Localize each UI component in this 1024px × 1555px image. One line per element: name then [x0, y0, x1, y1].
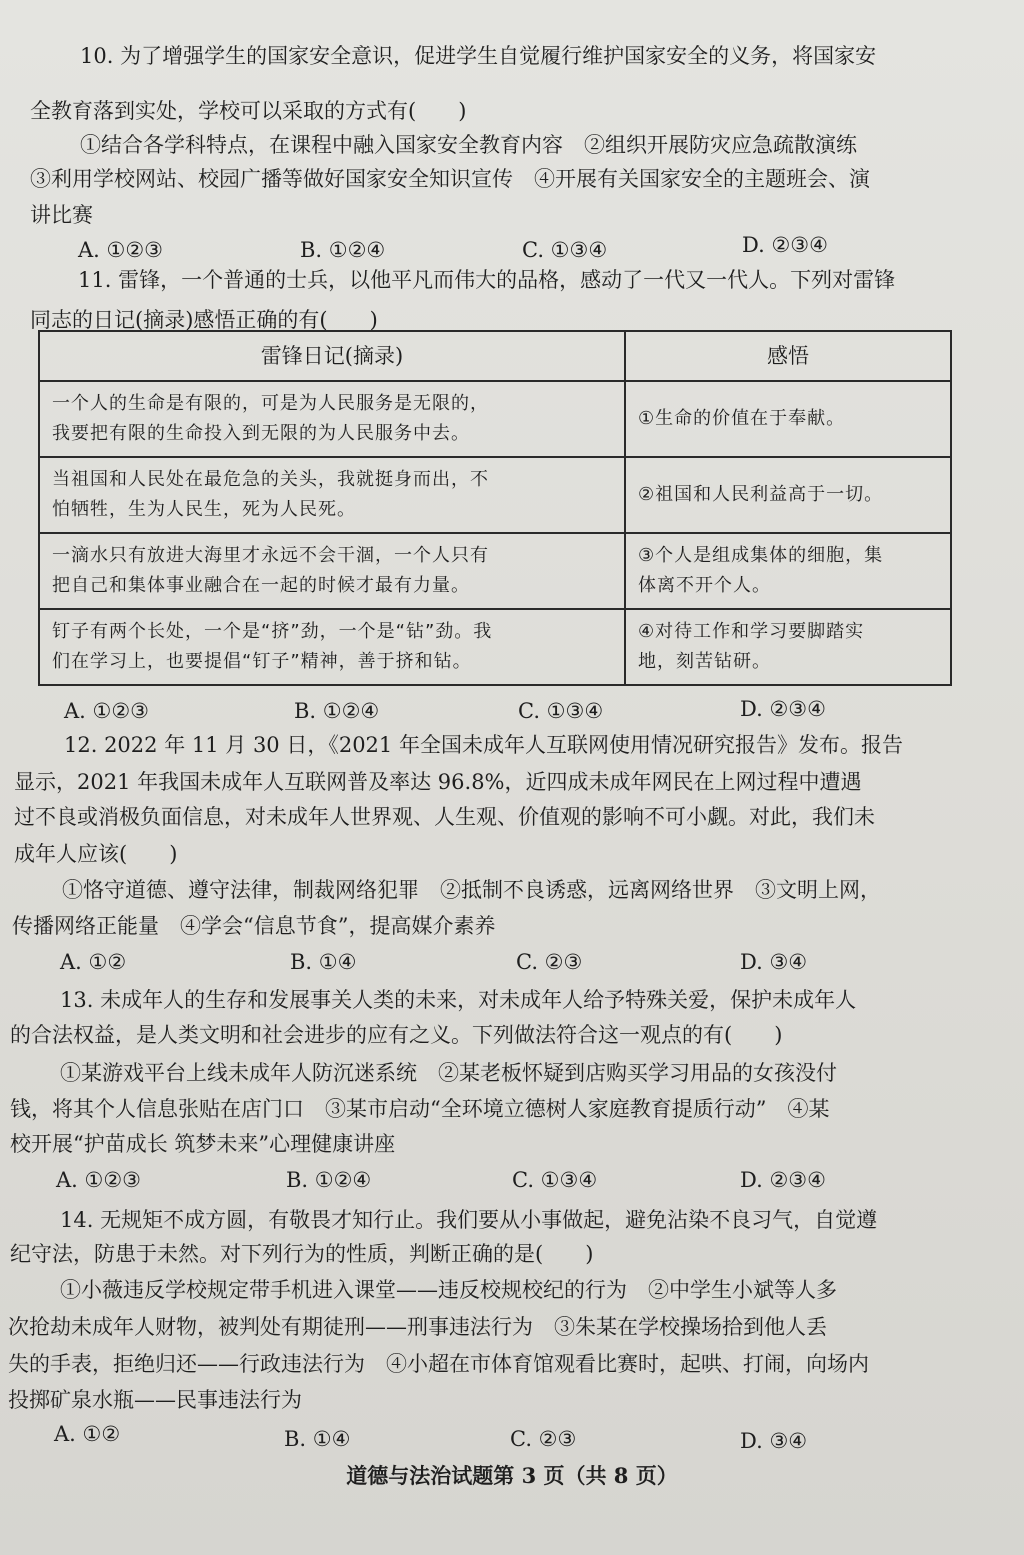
q11-stem-line-2: 同志的日记(摘录)感悟正确的有( ) [30, 308, 378, 332]
q12-option-d: D. ③④ [740, 950, 808, 974]
table-header-insight: 感悟 [625, 331, 951, 381]
table-row [39, 457, 951, 533]
diary-text-line: 我要把有限的生命投入到无限的为人民服务中去。 [52, 423, 470, 444]
diary-text-line: 钉子有两个长处，一个是“挤”劲，一个是“钻”劲。我 [52, 621, 493, 642]
insight-text-line: ②祖国和人民利益高于一切。 [638, 484, 884, 505]
q10-items-line-2: ③利用学校网站、校园广播等做好国家安全知识宣传 ④开展有关国家安全的主题班会、演 [30, 167, 870, 191]
q12-stem-line-1: 12. 2022 年 11 月 30 日，《2021 年全国未成年人互联网使用情况研究报告》发布。报告 [64, 733, 903, 757]
q14-items-line-1: ①小薇违反学校规定带手机进入课堂——违反校规校纪的行为 ②中学生小斌等人多 [60, 1278, 837, 1302]
q11-option-a: A. ①②③ [64, 699, 149, 723]
q14-option-b: B. ①④ [284, 1427, 351, 1451]
q14-option-c: C. ②③ [510, 1427, 577, 1451]
q14-items-line-4: 投掷矿泉水瓶——民事违法行为 [8, 1388, 302, 1412]
q14-items-line-3: 失的手表，拒绝归还——行政违法行为 ④小超在市体育馆观看比赛时，起哄、打闹，向场内 [8, 1352, 869, 1376]
q12-option-a: A. ①② [60, 950, 127, 974]
q14-option-d: D. ③④ [740, 1429, 808, 1453]
q12-option-c: C. ②③ [516, 950, 583, 974]
insight-text-line: ③个人是组成集体的细胞，集 [638, 545, 884, 566]
q12-items-line-1: ①恪守道德、遵守法律，制裁网络犯罪 ②抵制不良诱惑，远离网络世界 ③文明上网， [62, 878, 881, 902]
q13-items-line-2: 钱，将其个人信息张贴在店门口 ③某市启动“全环境立德树人家庭教育提质行动” ④某 [10, 1097, 830, 1121]
page-footer: 道德与法治试题第 3 页（共 8 页） [346, 1463, 678, 1488]
q10-option-a: A. ①②③ [78, 238, 163, 262]
q10-option-d: D. ②③④ [742, 233, 828, 257]
q10-stem-line-1: 10. 为了增强学生的国家安全意识，促进学生自觉履行维护国家安全的义务，将国家安 [80, 44, 877, 68]
table-row [39, 381, 951, 457]
q14-items-line-2: 次抢劫未成年人财物，被判处有期徒刑——刑事违法行为 ③朱某在学校操场拾到他人丢 [8, 1315, 827, 1339]
q13-option-a: A. ①②③ [56, 1168, 141, 1192]
q14-stem-line-1: 14. 无规矩不成方圆，有敬畏才知行止。我们要从小事做起，避免沾染不良习气，自觉遵 [60, 1208, 878, 1232]
insight-cell [625, 457, 951, 533]
insight-cell [625, 533, 951, 609]
q12-stem-line-3: 过不良或消极负面信息，对未成年人世界观、人生观、价值观的影响不可小觑。对此，我们未 [14, 805, 875, 829]
q11-stem-line-1: 11. 雷锋，一个普通的士兵，以他平凡而伟大的品格，感动了一代又一代人。下列对雷锋 [78, 268, 896, 292]
leifeng-diary-table [38, 330, 952, 686]
insight-cell [625, 381, 951, 457]
q10-items-line-3: 讲比赛 [30, 203, 93, 227]
q12-option-b: B. ①④ [290, 950, 357, 974]
q13-items-line-3: 校开展“护苗成长 筑梦未来”心理健康讲座 [10, 1132, 396, 1156]
q13-option-c: C. ①③④ [512, 1168, 598, 1192]
q11-option-c: C. ①③④ [518, 699, 604, 723]
insight-text-line: 体离不开个人。 [638, 575, 771, 596]
q10-stem-line-2: 全教育落到实处，学校可以采取的方式有( ) [30, 99, 467, 123]
insight-cell [625, 609, 951, 685]
q14-option-a: A. ①② [54, 1422, 121, 1446]
q12-stem-line-2: 显示，2021 年我国未成年人互联网普及率达 96.8%，近四成未成年网民在上网过程中遭遇 [14, 770, 862, 794]
table-row [39, 533, 951, 609]
q13-items-line-1: ①某游戏平台上线未成年人防沉迷系统 ②某老板怀疑到店购买学习用品的女孩没付 [60, 1061, 837, 1085]
q11-option-d: D. ②③④ [740, 697, 826, 721]
diary-cell [39, 457, 625, 533]
table-row [39, 609, 951, 685]
q13-stem-line-2: 的合法权益，是人类文明和社会进步的应有之义。下列做法符合这一观点的有( ) [10, 1023, 783, 1047]
q13-stem-line-1: 13. 未成年人的生存和发展事关人类的未来，对未成年人给予特殊关爱，保护未成年人 [60, 988, 857, 1012]
q13-option-b: B. ①②④ [286, 1168, 372, 1192]
q10-option-b: B. ①②④ [300, 238, 386, 262]
diary-text-line: 一个人的生命是有限的，可是为人民服务是无限的， [52, 393, 489, 414]
q12-items-line-2: 传播网络正能量 ④学会“信息节食”，提高媒介素养 [12, 914, 496, 938]
q11-option-b: B. ①②④ [294, 699, 380, 723]
table-header-diary: 雷锋日记(摘录) [39, 331, 625, 381]
diary-cell [39, 381, 625, 457]
table-header-row [39, 331, 951, 381]
diary-text-line: 当祖国和人民处在最危急的关头，我就挺身而出，不 [52, 469, 489, 490]
diary-text-line: 把自己和集体事业融合在一起的时候才最有力量。 [52, 575, 470, 596]
diary-text-line: 一滴水只有放进大海里才永远不会干涸，一个人只有 [52, 545, 489, 566]
diary-cell [39, 533, 625, 609]
insight-text-line: ④对待工作和学习要脚踏实 [638, 621, 865, 642]
q10-option-c: C. ①③④ [522, 238, 608, 262]
q10-items-line-1: ①结合各学科特点，在课程中融入国家安全教育内容 ②组织开展防灾应急疏散演练 [80, 133, 857, 157]
q13-option-d: D. ②③④ [740, 1168, 826, 1192]
q12-stem-line-4: 成年人应该( ) [14, 842, 178, 866]
diary-text-line: 们在学习上，也要提倡“钉子”精神，善于挤和钻。 [52, 651, 472, 672]
diary-cell [39, 609, 625, 685]
diary-text-line: 怕牺牲，生为人民生，死为人民死。 [52, 499, 356, 520]
insight-text-line: 地，刻苦钻研。 [638, 651, 771, 672]
q14-stem-line-2: 纪守法，防患于未然。对下列行为的性质，判断正确的是( ) [10, 1242, 594, 1266]
insight-text-line: ①生命的价值在于奉献。 [638, 408, 846, 429]
